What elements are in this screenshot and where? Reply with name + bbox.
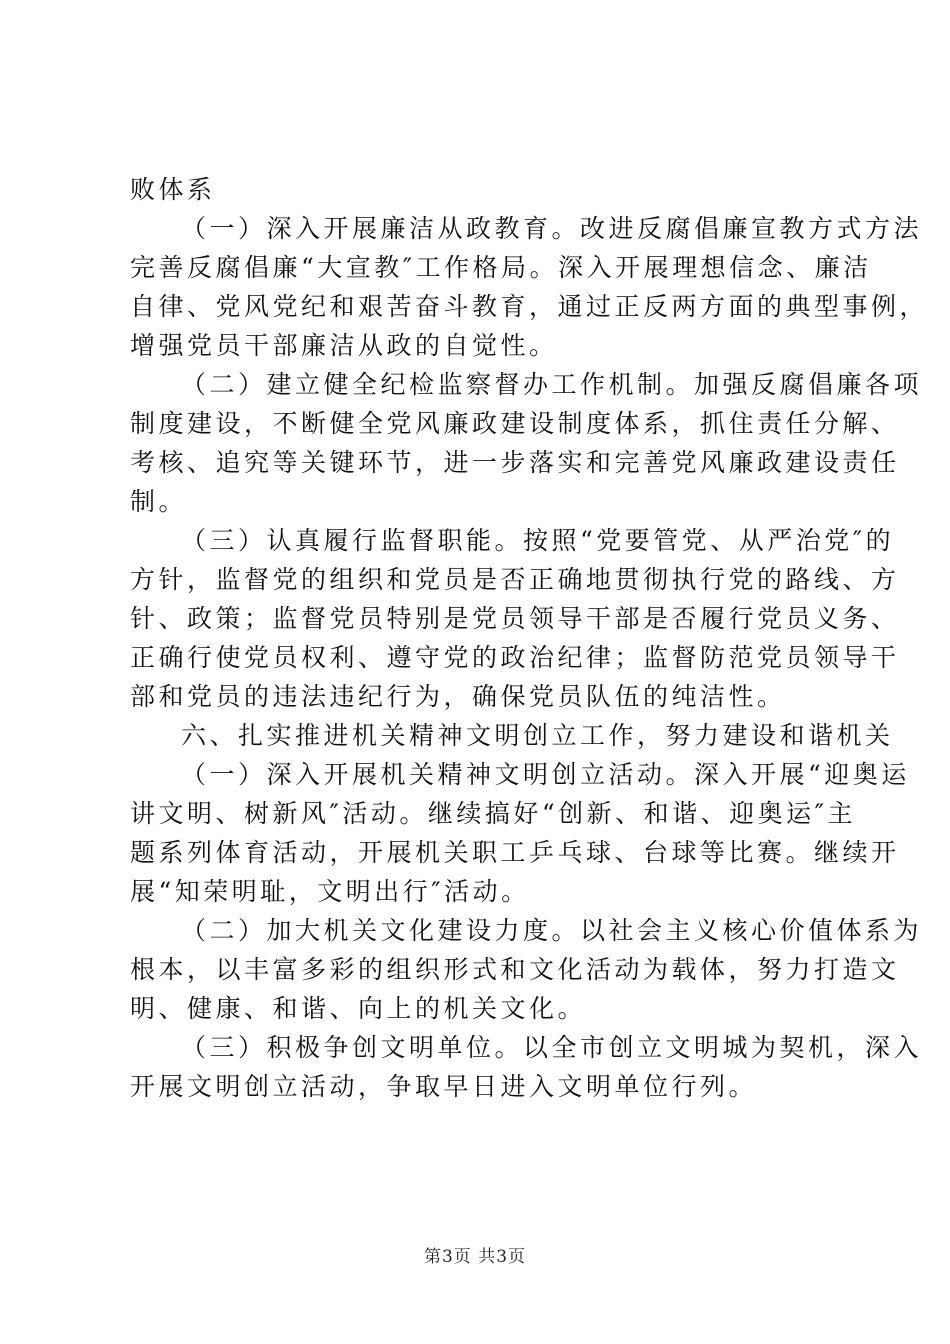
text-line: 制。 [130, 487, 188, 516]
page-number-label: 第3页 共3页 [423, 1247, 527, 1267]
text-line: 根本，以丰富多彩的组织形式和文化活动为载体，努力打造文 [130, 955, 900, 984]
text-line: 展“知荣明耻，文明出行″活动。 [130, 877, 530, 906]
document-body [130, 170, 929, 1106]
text-line: 针、政策；监督党员特别是党员领导干部是否履行党员义务、 [130, 604, 900, 633]
text-line: 自律、党风党纪和艰苦奋斗教育，通过正反两方面的典型事例， [130, 292, 929, 321]
text-line: 题系列体育活动，开展机关职工乒乓球、台球等比赛。继续开 [130, 838, 900, 867]
text-line: （一）深入开展廉洁从政教育。改进反腐倡廉宣教方式方法 [181, 214, 923, 243]
text-line: （一）深入开展机关精神文明创立活动。深入开展“迎奥运 [181, 760, 910, 789]
text-line: 增强党员干部廉洁从政的自觉性。 [130, 331, 558, 360]
text-line: （三）认真履行监督职能。按照“党要管党、从严治党″的 [181, 526, 895, 555]
text-line: 正确行使党员权利、遵守党的政治纪律；监督防范党员领导干 [130, 643, 900, 672]
text-line: 开展文明创立活动，争取早日进入文明单位行列。 [130, 1072, 758, 1101]
text-line: 制度建设，不断健全党风廉政建设制度体系，抓住责任分解、 [130, 409, 900, 438]
text-line: 部和党员的违法违纪行为，确保党员队伍的纯洁性。 [130, 682, 786, 711]
text-line: 方针，监督党的组织和党员是否正确地贯彻执行党的路线、方 [130, 565, 900, 594]
page-footer [0, 1242, 950, 1267]
text-line: （二）加大机关文化建设力度。以社会主义核心价值体系为 [181, 916, 923, 945]
text-line: 讲文明、树新风″活动。继续搞好“创新、和谐、迎奥运″主 [130, 799, 856, 828]
text-line: 考核、追究等关键环节，进一步落实和完善党风廉政建设责任 [130, 448, 900, 477]
text-line: 败体系 [130, 175, 216, 204]
text-line: 明、健康、和谐、向上的机关文化。 [130, 994, 587, 1023]
text-line: 六、扎实推进机关精神文明创立工作，努力建设和谐机关 [181, 721, 894, 750]
text-line: 完善反腐倡廉“大宣教″工作格局。深入开展理想信念、廉洁 [130, 253, 872, 282]
text-line: （三）积极争创文明单位。以全市创立文明城为契机，深入 [181, 1033, 923, 1062]
text-line: （二）建立健全纪检监察督办工作机制。加强反腐倡廉各项 [181, 370, 923, 399]
